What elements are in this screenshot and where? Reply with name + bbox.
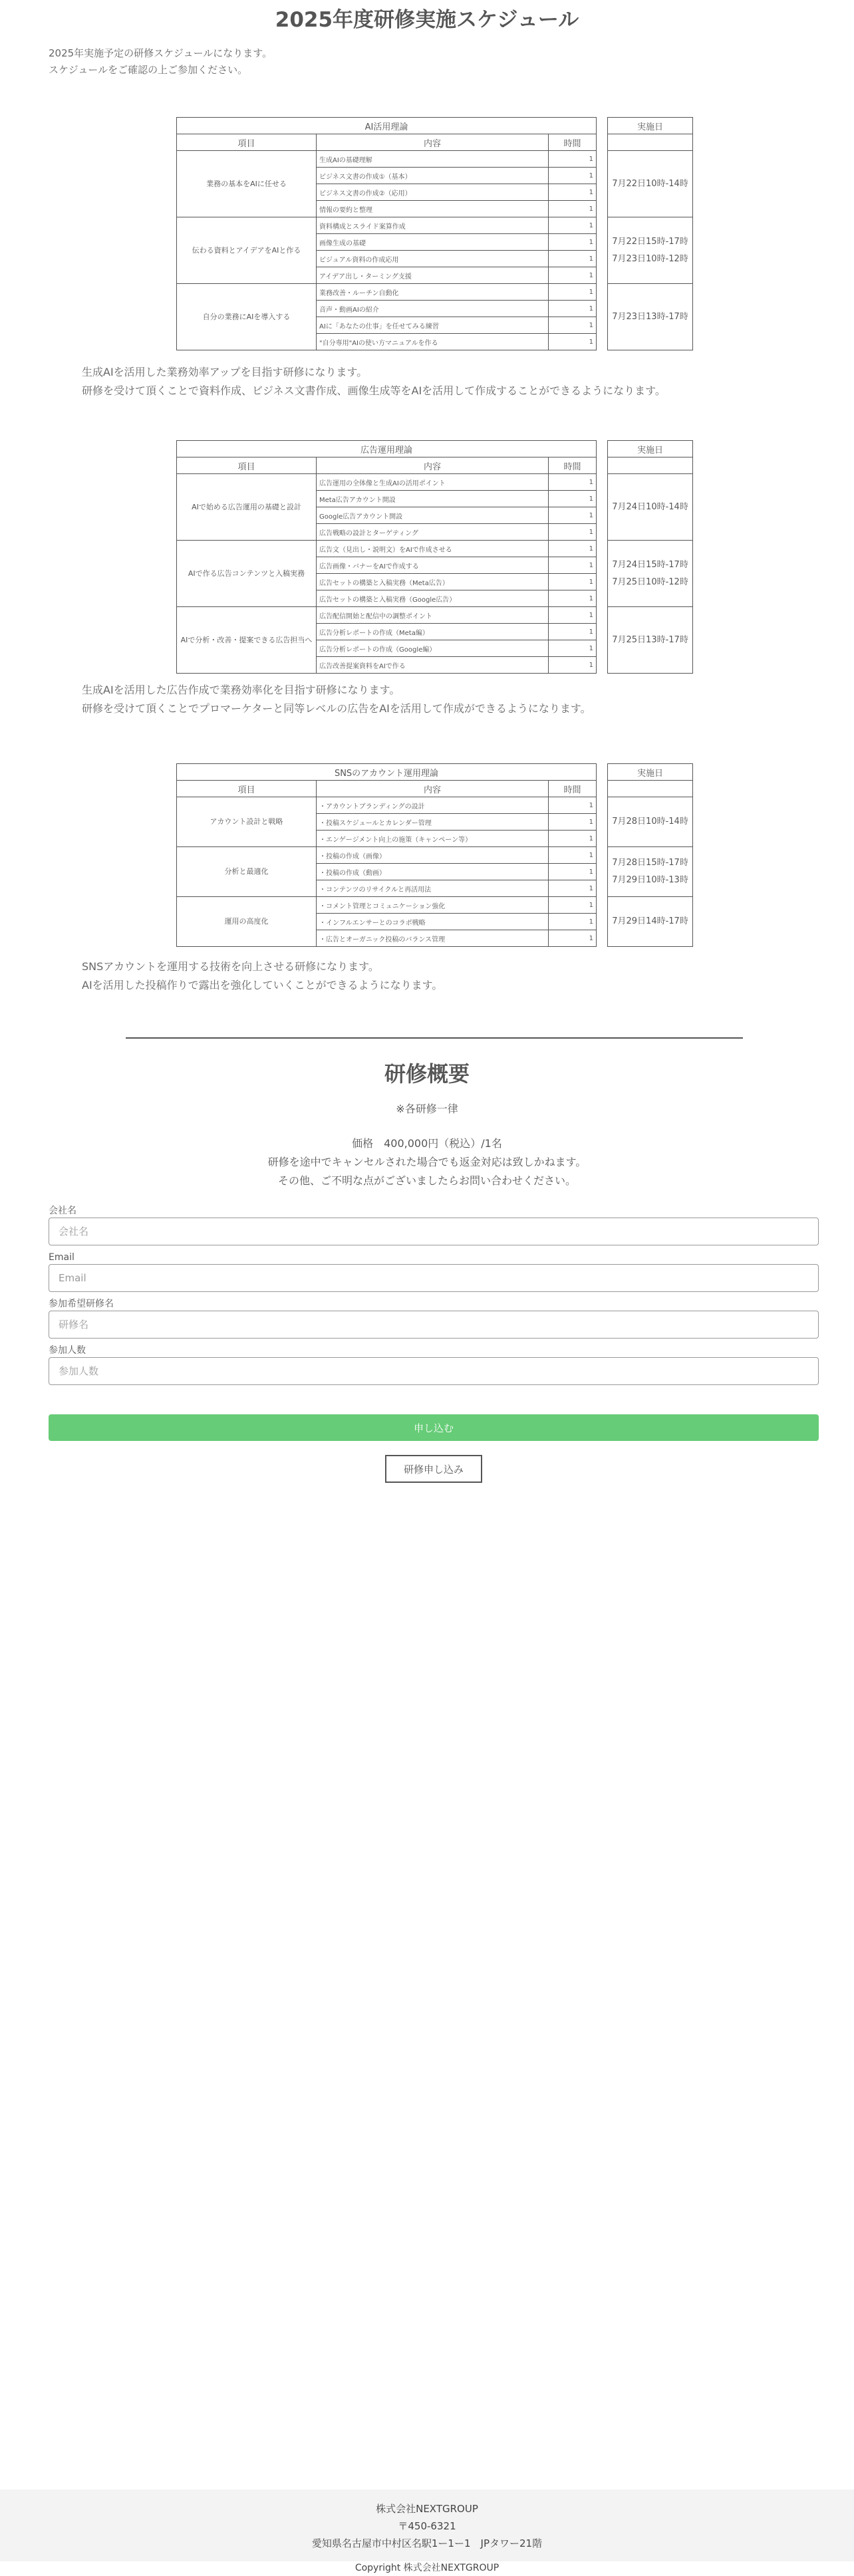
group-item: AIで分析・改善・提案できる広告担当へ — [177, 607, 317, 674]
table-description — [82, 681, 591, 718]
contact-text: その他、ご不明な点がございましたらお問い合わせください。 — [277, 1174, 576, 1187]
email-label: Email — [49, 1252, 74, 1263]
price-text: 価格 400,000円（税込）/1名 — [352, 1137, 502, 1150]
row-hours: 1 — [549, 864, 597, 880]
row-hours: 1 — [549, 797, 597, 814]
row-content: 生成AIの基礎理解 — [317, 151, 549, 168]
row-content: 広告セットの構築と入稿実務（Meta広告） — [317, 574, 549, 590]
table-row — [177, 541, 693, 557]
row-hours: 1 — [549, 574, 597, 590]
row-content: 広告戦略の設計とターゲティング — [317, 524, 549, 541]
row-hours: 1 — [549, 541, 597, 557]
table-row — [177, 797, 693, 814]
group-item: AIで始める広告運用の基礎と設計 — [177, 474, 317, 541]
row-content: 業務改善・ルーチン自動化 — [317, 284, 549, 301]
col-header-hours: 時間 — [549, 134, 597, 151]
row-content: 広告セットの構築と入稿実務（Google広告） — [317, 590, 549, 607]
table-gap — [597, 797, 608, 947]
date-header: 実施日 — [608, 764, 693, 781]
row-content: 広告画像・バナーをAIで作成する — [317, 557, 549, 574]
group-item: 分析と最適化 — [177, 847, 317, 897]
row-hours: 1 — [549, 251, 597, 267]
group-item: 業務の基本をAIに任せる — [177, 151, 317, 217]
schedule-table-ads — [176, 440, 693, 674]
date-header: 実施日 — [608, 441, 693, 457]
row-hours: 1 — [549, 640, 597, 657]
row-hours: 1 — [549, 607, 597, 624]
col-header-hours: 時間 — [549, 781, 597, 797]
footer-company: 株式会社NEXTGROUP — [376, 2503, 478, 2515]
row-hours: 1 — [549, 234, 597, 251]
col-header-hours: 時間 — [549, 457, 597, 474]
date-line: 7月25日10時-12時 — [612, 577, 688, 587]
row-hours: 1 — [549, 474, 597, 491]
row-hours: 1 — [549, 168, 597, 184]
row-content: "自分専用"AIの使い方マニュアルを作る — [317, 334, 549, 350]
table-gap — [597, 441, 608, 474]
intro-line: スケジュールをご確認の上ご参加ください。 — [49, 64, 248, 76]
row-hours: 1 — [549, 284, 597, 301]
row-content: Google広告アカウント開設 — [317, 507, 549, 524]
description-line: 研修を受けて頂くことでプロマーケターと同等レベルの広告をAIを活用して作成ができるようになります。 — [82, 702, 591, 715]
submit-button[interactable]: 申し込む — [49, 1414, 819, 1441]
intro-line: 2025年実施予定の研修スケジュールになります。 — [49, 47, 273, 59]
date-col-blank — [608, 134, 693, 151]
group-item: 伝わる資料とアイデアをAIと作る — [177, 217, 317, 284]
cancel-policy-text: 研修を途中でキャンセルされた場合でも返金対応は致しかねます。 — [267, 1156, 587, 1168]
col-header-item: 項目 — [177, 781, 317, 797]
row-content: ・アカウントブランディングの設計 — [317, 797, 549, 814]
date-line: 7月29日14時-17時 — [612, 916, 688, 926]
date-line: 7月25日13時-17時 — [612, 634, 688, 645]
row-content: 広告分析レポートの作成（Meta編） — [317, 624, 549, 640]
course-input[interactable] — [49, 1311, 819, 1339]
table-description — [82, 363, 666, 400]
row-hours: 1 — [549, 831, 597, 847]
table-row — [177, 607, 693, 624]
group-item: アカウント設計と戦略 — [177, 797, 317, 847]
footer — [0, 2490, 854, 2573]
schedule-table-sns — [176, 763, 693, 947]
row-hours: 1 — [549, 267, 597, 284]
table-row — [177, 217, 693, 234]
row-hours: 1 — [549, 317, 597, 334]
group-item: 運用の高度化 — [177, 897, 317, 947]
col-header-content: 内容 — [317, 457, 549, 474]
footer-address: 愛知県名古屋市中村区名駅1ー1ー1 JPタワー21階 — [311, 2537, 543, 2549]
col-header-item: 項目 — [177, 457, 317, 474]
company-input[interactable] — [49, 1218, 819, 1245]
col-header-item: 項目 — [177, 134, 317, 151]
row-hours: 1 — [549, 184, 597, 201]
table-row — [177, 474, 693, 491]
row-hours: 1 — [549, 930, 597, 947]
schedule-date — [608, 217, 693, 284]
row-hours: 1 — [549, 334, 597, 350]
section-divider — [126, 1037, 743, 1039]
overview-pricing — [0, 1134, 854, 1190]
description-line: 研修を受けて頂くことで資料作成、ビジネス文書作成、画像生成等をAIを活用して作成することができるようになります。 — [82, 384, 666, 397]
footer-postal: 〒450-6321 — [398, 2520, 456, 2532]
schedule-date — [608, 797, 693, 847]
table-row — [177, 897, 693, 914]
table-row — [177, 847, 693, 864]
row-content: 広告分析レポートの作成（Google編） — [317, 640, 549, 657]
date-line: 7月24日15時-17時 — [612, 559, 688, 570]
row-hours: 1 — [549, 491, 597, 507]
description-line: SNSアカウントを運用する技術を向上させる研修になります。 — [82, 960, 379, 973]
row-content: ・投稿の作成（動画） — [317, 864, 549, 880]
row-hours: 1 — [549, 557, 597, 574]
row-content: 広告文（見出し・説明文）をAIで作成させる — [317, 541, 549, 557]
row-hours: 1 — [549, 217, 597, 234]
email-input[interactable] — [49, 1264, 819, 1292]
people-label: 参加人数 — [49, 1345, 86, 1356]
table-body — [177, 474, 693, 674]
row-hours: 1 — [549, 151, 597, 168]
date-line: 7月23日13時-17時 — [612, 311, 688, 322]
schedule-date — [608, 151, 693, 217]
table-description — [82, 958, 442, 995]
date-line: 7月28日10時-14時 — [612, 817, 688, 827]
row-hours: 1 — [549, 524, 597, 541]
row-content: 画像生成の基礎 — [317, 234, 549, 251]
row-content: ・コメント管理とコミュニケーション強化 — [317, 897, 549, 914]
group-item: 自分の業務にAIを導入する — [177, 284, 317, 350]
apply-button[interactable]: 研修申し込み — [385, 1455, 482, 1483]
row-hours: 1 — [549, 507, 597, 524]
row-content: ・エンゲージメント向上の施策（キャンペーン等） — [317, 831, 549, 847]
date-col-blank — [608, 781, 693, 797]
table-gap — [597, 151, 608, 350]
row-hours: 1 — [549, 914, 597, 930]
row-hours: 1 — [549, 880, 597, 897]
schedule-date — [608, 897, 693, 947]
row-hours: 1 — [549, 624, 597, 640]
table-row — [177, 284, 693, 301]
date-line: 7月29日10時-13時 — [612, 875, 688, 885]
date-header: 実施日 — [608, 118, 693, 134]
row-hours: 1 — [549, 814, 597, 831]
table-gap — [597, 764, 608, 797]
date-line: 7月22日15時-17時 — [612, 236, 688, 247]
row-hours: 1 — [549, 847, 597, 864]
overview-note: ※各研修一律 — [396, 1102, 458, 1115]
row-content: 広告運用の全体像と生成AIの活用ポイント — [317, 474, 549, 491]
table-gap — [597, 118, 608, 151]
table-title: SNSのアカウント運用理論 — [177, 764, 597, 781]
description-line: 生成AIを活用した広告作成で業務効率化を目指す研修になります。 — [82, 684, 400, 696]
date-line: 7月23日10時-12時 — [612, 253, 688, 264]
footer-copyright: Copyright 株式会社NEXTGROUP — [355, 2563, 499, 2573]
row-hours: 1 — [549, 657, 597, 674]
row-content: ・広告とオーガニック投稿のバランス管理 — [317, 930, 549, 947]
table-body — [177, 797, 693, 947]
row-content: アイデア出し・ターミング支援 — [317, 267, 549, 284]
row-content: ・インフルエンサーとのコラボ戦略 — [317, 914, 549, 930]
schedule-date — [608, 847, 693, 897]
row-content: 広告配信開始と配信中の調整ポイント — [317, 607, 549, 624]
row-content: 広告改善提案資料をAIで作る — [317, 657, 549, 674]
row-content: 資料構成とスライド案算作成 — [317, 217, 549, 234]
row-content: 情報の要約と整理 — [317, 201, 549, 217]
group-item: AIで作る広告コンテンツと入稿実務 — [177, 541, 317, 607]
table-row — [177, 151, 693, 168]
date-line: 7月28日15時-17時 — [612, 858, 688, 868]
description-line: 生成AIを活用した業務効率アップを目指す研修になります。 — [82, 366, 368, 378]
row-content: ビジネス文書の作成①（基本） — [317, 168, 549, 184]
row-hours: 1 — [549, 590, 597, 607]
row-content: ビジュアル資料の作成応用 — [317, 251, 549, 267]
date-col-blank — [608, 457, 693, 474]
row-content: ビジネス文書の作成②（応用） — [317, 184, 549, 201]
page-title: 2025年度研修実施スケジュール — [275, 8, 579, 32]
row-hours: 1 — [549, 897, 597, 914]
date-line: 7月22日10時-14時 — [612, 178, 688, 189]
col-header-content: 内容 — [317, 781, 549, 797]
schedule-table-ai — [176, 117, 693, 350]
table-gap — [597, 474, 608, 674]
date-line: 7月24日10時-14時 — [612, 501, 688, 512]
row-hours: 1 — [549, 301, 597, 317]
table-title: AI活用理論 — [177, 118, 597, 134]
row-content: ・投稿の作成（画像） — [317, 847, 549, 864]
row-hours: 1 — [549, 201, 597, 217]
company-label: 会社名 — [49, 1206, 76, 1216]
description-line: AIを活用した投稿作りで露出を強化していくことができるようになります。 — [82, 979, 443, 991]
row-content: AIに「あなたの仕事」を任せてみる練習 — [317, 317, 549, 334]
row-content: ・コンテンツのリサイクルと再活用法 — [317, 880, 549, 897]
intro-text — [49, 45, 272, 78]
col-header-content: 内容 — [317, 134, 549, 151]
row-content: Meta広告アカウント開設 — [317, 491, 549, 507]
row-content: ・投稿スケジュールとカレンダー管理 — [317, 814, 549, 831]
row-content: 音声・動画AIの紹介 — [317, 301, 549, 317]
overview-title: 研修概要 — [384, 1061, 470, 1087]
table-title: 広告運用理論 — [177, 441, 597, 457]
course-label: 参加希望研修名 — [49, 1299, 114, 1309]
people-input[interactable] — [49, 1357, 819, 1385]
table-body — [177, 151, 693, 350]
schedule-date — [608, 284, 693, 350]
schedule-date — [608, 541, 693, 607]
schedule-date — [608, 607, 693, 674]
schedule-date — [608, 474, 693, 541]
